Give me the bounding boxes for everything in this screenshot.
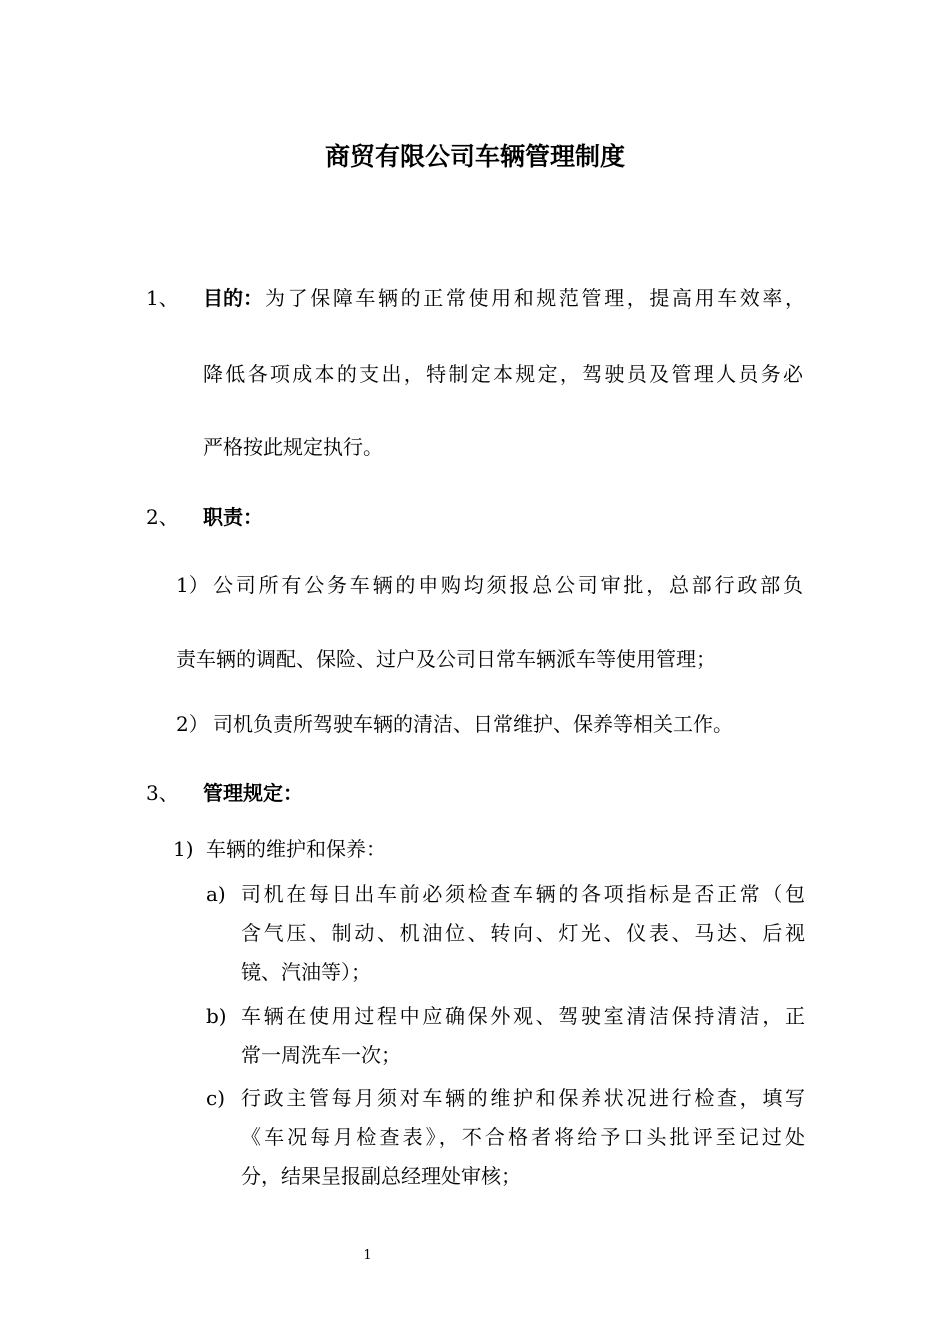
paragraph-line: 分，结果呈报副总经理处审核； — [241, 1164, 521, 1188]
paragraph-line: 《车况每月检查表》，不合格者将给予口头批评至记过处 — [241, 1125, 805, 1149]
paragraph-line: 司机在每日出车前必须检查车辆的各项指标是否正常（包 — [241, 882, 805, 906]
paragraph-line: 降低各项成本的支出，特制定本规定，驾驶员及管理人员务必 — [203, 362, 803, 386]
section-heading: 职责： — [203, 505, 263, 529]
section-number: 1、 — [146, 286, 179, 310]
paragraph-line: 责车辆的调配、保险、过户及公司日常车辆派车等使用管理； — [176, 647, 716, 671]
paragraph-line: 严格按此规定执行。 — [203, 435, 383, 459]
paragraph-line: 常一周洗车一次； — [241, 1043, 401, 1067]
paragraph-line: 行政主管每月须对车辆的维护和保养状况进行检查，填写 — [241, 1086, 805, 1110]
list-marker: 2） — [176, 712, 209, 736]
paragraph-line: 为了保障车辆的正常使用和规范管理，提高用车效率， — [265, 286, 805, 310]
subsection-label: 车辆的维护和保养： — [206, 837, 386, 861]
list-marker: a) — [206, 882, 226, 906]
section-number: 2、 — [146, 505, 179, 529]
list-marker: b) — [206, 1004, 227, 1028]
paragraph-line: 镜、汽油等）； — [241, 960, 371, 984]
section-heading: 目的： — [203, 286, 263, 310]
section-heading: 管理规定： — [203, 781, 303, 805]
list-marker: 1） — [176, 573, 209, 597]
section-number: 3、 — [146, 781, 179, 805]
paragraph-line: 含气压、制动、机油位、转向、灯光、仪表、马达、后视 — [241, 921, 805, 945]
paragraph-line: 司机负责所驾驶车辆的清洁、日常维护、保养等相关工作。 — [213, 712, 733, 736]
list-marker: c) — [206, 1086, 226, 1110]
paragraph-line: 车辆在使用过程中应确保外观、驾驶室清洁保持清洁，正 — [241, 1004, 805, 1028]
page-number: 1 — [363, 1248, 372, 1263]
list-marker: 1) — [173, 837, 194, 861]
paragraph-line: 公司所有公务车辆的申购均须报总公司审批，总部行政部负 — [213, 573, 803, 597]
document-title: 商贸有限公司车辆管理制度 — [324, 142, 625, 171]
